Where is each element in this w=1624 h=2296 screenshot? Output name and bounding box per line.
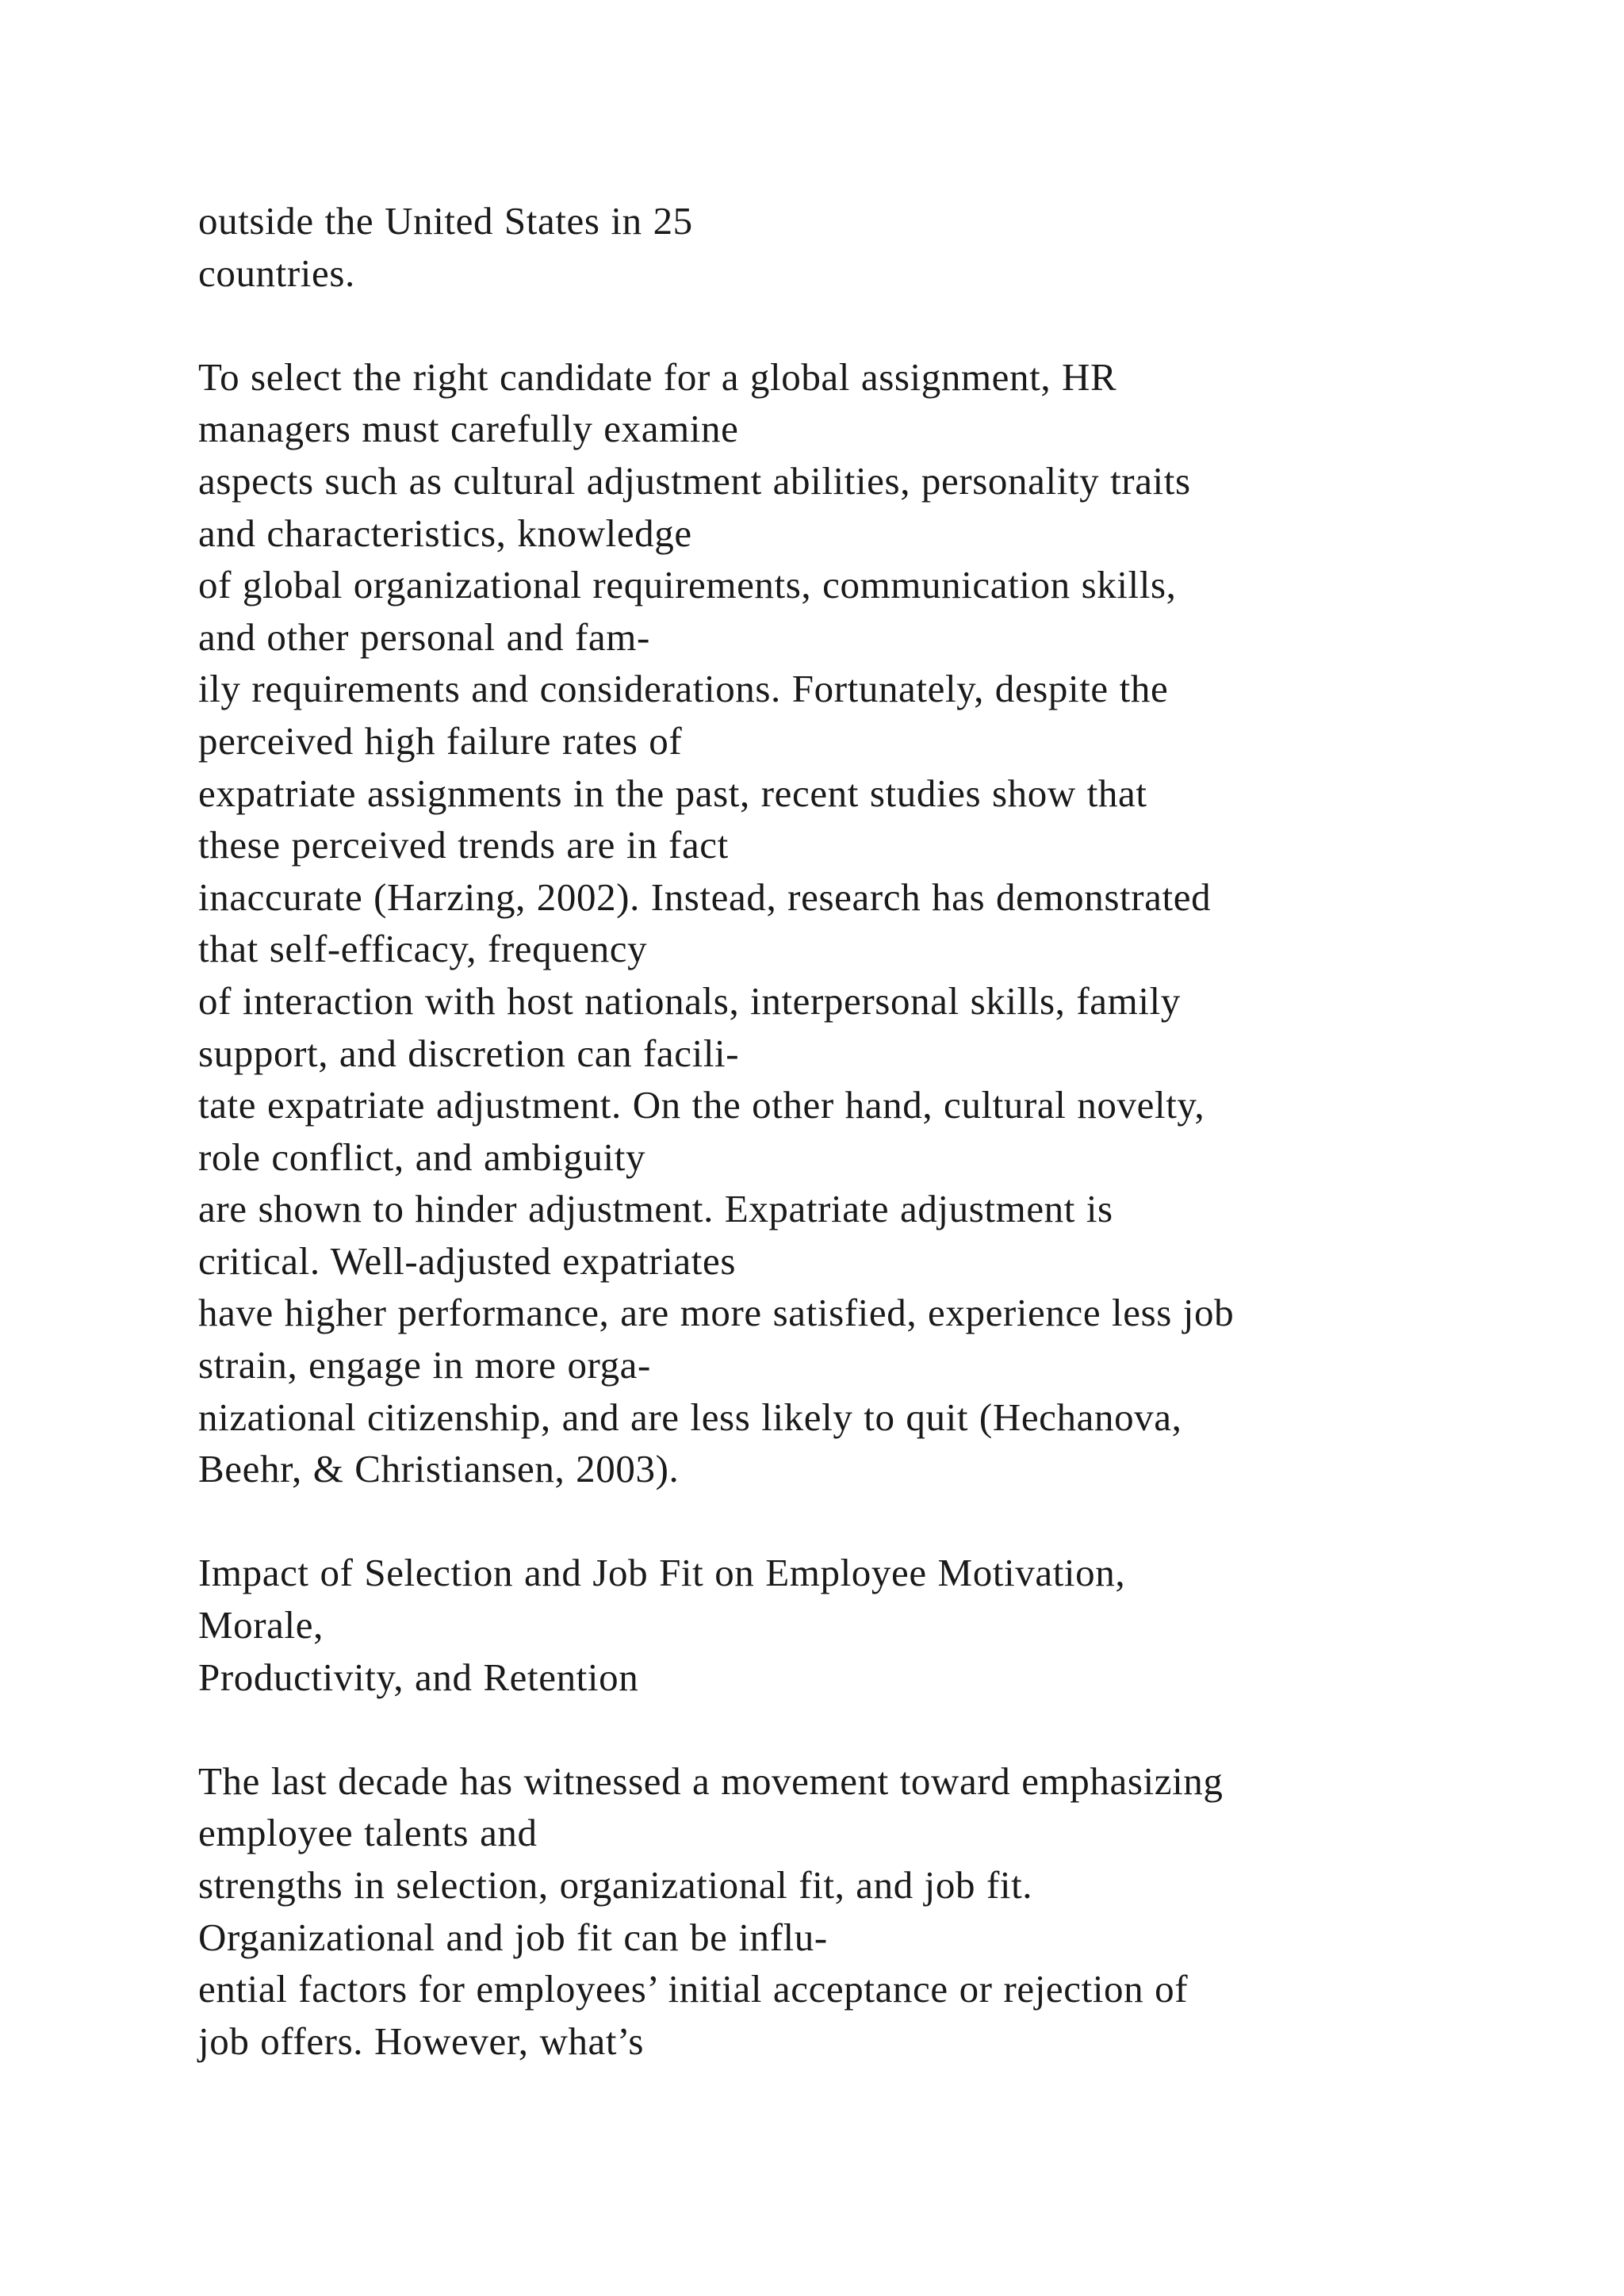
text-line: job offers. However, what’s bbox=[198, 2019, 645, 2063]
text-line: ily requirements and considerations. Fortunately, despite the bbox=[198, 667, 1169, 711]
blank-line bbox=[198, 1495, 1594, 1548]
text-line: and characteristics, knowledge bbox=[198, 511, 692, 555]
text-line: outside the United States in 25 bbox=[198, 199, 693, 243]
document-body bbox=[198, 195, 1594, 2067]
text-line: countries. bbox=[198, 251, 355, 295]
text-line: role conflict, and ambiguity bbox=[198, 1135, 646, 1179]
text-line: Impact of Selection and Job Fit on Employee Motivation, bbox=[198, 1551, 1126, 1595]
text-line: tate expatriate adjustment. On the other hand, cultural novelty, bbox=[198, 1083, 1205, 1127]
text-line: critical. Well-adjusted expatriates bbox=[198, 1238, 737, 1283]
text-line: managers must carefully examine bbox=[198, 407, 739, 451]
text-line: To select the right candidate for a global assignment, HR bbox=[198, 354, 1117, 399]
blank-line bbox=[198, 299, 1594, 351]
text-line: Productivity, and Retention bbox=[198, 1655, 639, 1699]
text-line: inaccurate (Harzing, 2002). Instead, research has demonstrated bbox=[198, 874, 1212, 919]
text-line: Organizational and job fit can be influ- bbox=[198, 1915, 828, 1959]
text-line: The last decade has witnessed a movement toward emphasizing bbox=[198, 1758, 1224, 1803]
text-line: have higher performance, are more satisfied, experience less job bbox=[198, 1291, 1235, 1335]
text-line: of global organizational requirements, communication skills, bbox=[198, 563, 1177, 607]
text-line: are shown to hinder adjustment. Expatriate adjustment is bbox=[198, 1187, 1113, 1231]
text-line: expatriate assignments in the past, recent studies show that bbox=[198, 771, 1147, 815]
text-line: support, and discretion can facili- bbox=[198, 1031, 740, 1075]
text-line: ential factors for employees’ initial acceptance or rejection of bbox=[198, 1967, 1189, 2011]
text-line: these perceived trends are in fact bbox=[198, 823, 729, 867]
text-line: of interaction with host nationals, interpersonal skills, family bbox=[198, 978, 1181, 1023]
text-line: strain, engage in more orga- bbox=[198, 1343, 651, 1387]
text-line: aspects such as cultural adjustment abilities, personality traits bbox=[198, 458, 1191, 503]
text-line: employee talents and bbox=[198, 1811, 538, 1855]
text-line: and other personal and fam- bbox=[198, 614, 650, 659]
text-line: nizational citizenship, and are less likely to quit (Hechanova, bbox=[198, 1395, 1182, 1439]
text-line: strengths in selection, organizational fit, and job fit. bbox=[198, 1863, 1033, 1907]
text-line: that self-efficacy, frequency bbox=[198, 927, 648, 971]
text-line: perceived high failure rates of bbox=[198, 718, 683, 763]
text-line: Beehr, & Christiansen, 2003). bbox=[198, 1447, 680, 1491]
blank-line bbox=[198, 1703, 1594, 1755]
text-line: Morale, bbox=[198, 1603, 324, 1647]
